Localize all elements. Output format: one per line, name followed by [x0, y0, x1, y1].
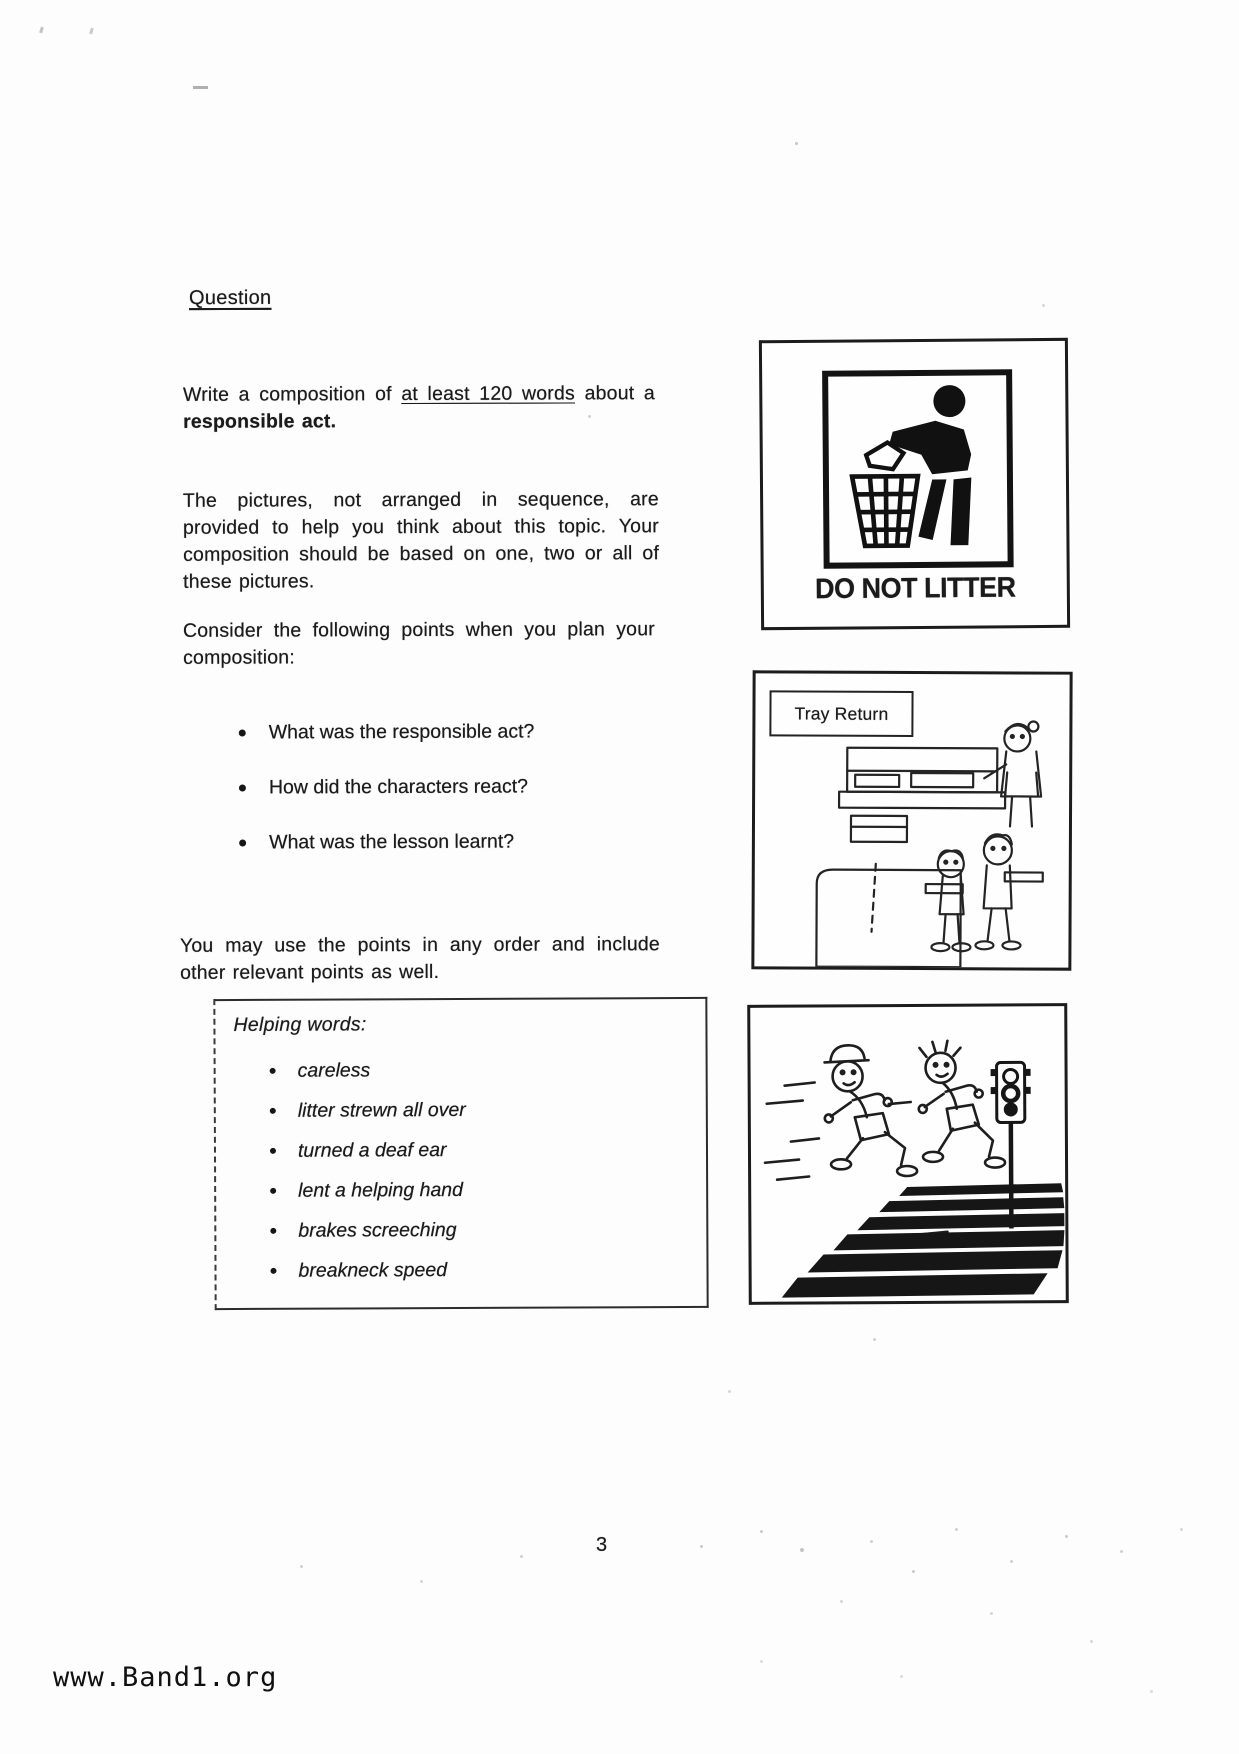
- helping-words-box: [213, 997, 708, 1310]
- question-points-list: [237, 719, 535, 885]
- scan-speckle: [700, 1545, 703, 1548]
- list-item: What was the responsible act?: [237, 719, 535, 745]
- scan-speckle: [1150, 1690, 1153, 1693]
- picture-tray-return: [751, 670, 1072, 970]
- consider-paragraph: Consider the following points when you plan your composition:: [182, 618, 655, 669]
- picture-road-crossing: [747, 1003, 1069, 1305]
- intro-underlined: at least 120 words: [401, 382, 576, 406]
- scan-speckle: [1120, 1550, 1123, 1553]
- question-heading: Question: [188, 286, 272, 310]
- tray-return-sign: Tray Return: [769, 690, 913, 737]
- list-item: lent a helping hand: [268, 1178, 466, 1203]
- do-not-litter-caption: DO NOT LITTER: [814, 571, 1016, 605]
- order-note-paragraph: You may use the points in any order and include other relevant points as well.: [179, 933, 660, 984]
- list-item: How did the characters react?: [237, 774, 535, 800]
- scan-speckle: [955, 1528, 958, 1531]
- scan-speckle: [1042, 304, 1045, 307]
- scan-speckle: [870, 1540, 873, 1543]
- list-item: turned a deaf ear: [268, 1138, 466, 1163]
- intro-bold: responsible act.: [183, 410, 337, 433]
- scan-speckle: [420, 1580, 423, 1583]
- scan-speckle: [840, 1600, 843, 1603]
- tidyman-litter-bin-icon: [828, 375, 1007, 562]
- scan-speckle: [1090, 1640, 1093, 1643]
- helping-words-title: Helping words:: [233, 1013, 367, 1036]
- helping-words-list: [268, 1058, 467, 1299]
- litter-sign-frame: [822, 369, 1014, 568]
- intro-paragraph: [183, 380, 655, 436]
- scan-speckle: [760, 1530, 763, 1533]
- list-item: What was the lesson learnt?: [237, 829, 535, 855]
- scan-artifact: [193, 86, 208, 89]
- intro-mid: about a: [574, 382, 655, 405]
- scan-artifact: [39, 27, 44, 34]
- scan-speckle: [912, 1570, 915, 1573]
- scan-speckle: [1010, 1560, 1013, 1563]
- watermark-text: www.Band1.org: [53, 1662, 278, 1693]
- zebra-crossing-icon: [781, 1183, 1065, 1297]
- scan-speckle: [588, 415, 591, 418]
- list-item: brakes screeching: [268, 1218, 466, 1243]
- list-item: breakneck speed: [268, 1258, 466, 1283]
- scan-speckle: [300, 1565, 303, 1568]
- scan-artifact: [89, 28, 94, 35]
- pictures-note-paragraph: The pictures, not arranged in sequence, are provided to help you think about this topic. Your composition should be based on one, two or all of these pictures.: [182, 488, 660, 593]
- page-number: 3: [596, 1534, 608, 1556]
- list-item: careless: [268, 1058, 466, 1083]
- scan-speckle: [1065, 1535, 1068, 1538]
- scan-speckle: [520, 1555, 523, 1558]
- scan-speckle: [760, 1660, 763, 1663]
- scan-speckle: [873, 1338, 876, 1341]
- scan-speckle: [900, 1675, 903, 1678]
- picture-do-not-litter: [759, 338, 1070, 630]
- scan-speckle: [795, 142, 798, 145]
- intro-pre: Write a composition of: [182, 383, 402, 406]
- scan-speckle: [728, 1390, 731, 1393]
- scan-speckle: [990, 1612, 993, 1615]
- scan-speckle: [800, 1548, 804, 1552]
- scan-speckle: [1180, 1528, 1183, 1531]
- list-item: litter strewn all over: [268, 1098, 466, 1123]
- children-running-across-zebra-crossing-scene: [750, 1006, 1066, 1302]
